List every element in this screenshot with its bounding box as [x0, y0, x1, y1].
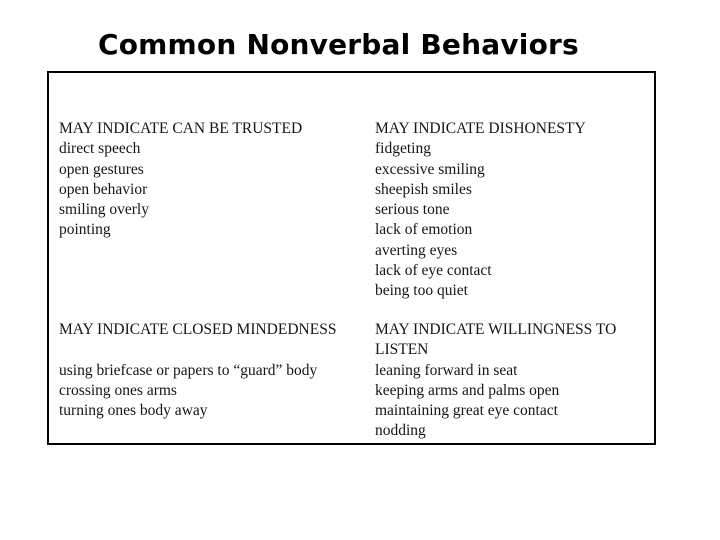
- section-can-be-trusted: [59, 119, 349, 241]
- section-closed-mindedness: [59, 320, 359, 421]
- list-item: leaning forward in seat: [375, 361, 518, 379]
- list-item: excessive smiling: [375, 160, 485, 178]
- list-item: using briefcase or papers to “guard” body: [59, 361, 318, 379]
- section-dishonesty: [375, 119, 645, 302]
- behaviors-table-image: [47, 71, 656, 445]
- list-item: being too quiet: [375, 282, 468, 300]
- list-item: averting eyes: [375, 241, 458, 259]
- list-item: nodding: [375, 422, 426, 440]
- list-item: open gestures: [59, 160, 144, 178]
- spacer: [59, 340, 359, 360]
- list-item: sheepish smiles: [375, 180, 472, 198]
- list-item: open behavior: [59, 180, 148, 198]
- list-item: turning ones body away: [59, 402, 208, 420]
- list-item: crossing ones arms: [59, 381, 177, 399]
- list-item: maintaining great eye contact: [375, 402, 558, 420]
- slide-title: Common Nonverbal Behaviors: [98, 28, 579, 61]
- list-item: direct speech: [59, 140, 141, 158]
- section-heading: MAY INDICATE CLOSED MINDEDNESS: [59, 321, 337, 338]
- list-item: keeping arms and palms open: [375, 381, 560, 399]
- section-heading: MAY INDICATE CAN BE TRUSTED: [59, 120, 303, 137]
- list-item: lack of emotion: [375, 221, 473, 239]
- list-item: smiling overly: [59, 201, 149, 219]
- section-willingness-to-listen: [375, 320, 645, 442]
- list-item: pointing: [59, 221, 111, 239]
- list-item: lack of eye contact: [375, 262, 492, 280]
- section-heading: MAY INDICATE DISHONESTY: [375, 120, 586, 137]
- list-item: serious tone: [375, 201, 450, 219]
- section-heading: MAY INDICATE WILLINGNESS TO LISTEN: [375, 321, 617, 359]
- list-item: fidgeting: [375, 140, 431, 158]
